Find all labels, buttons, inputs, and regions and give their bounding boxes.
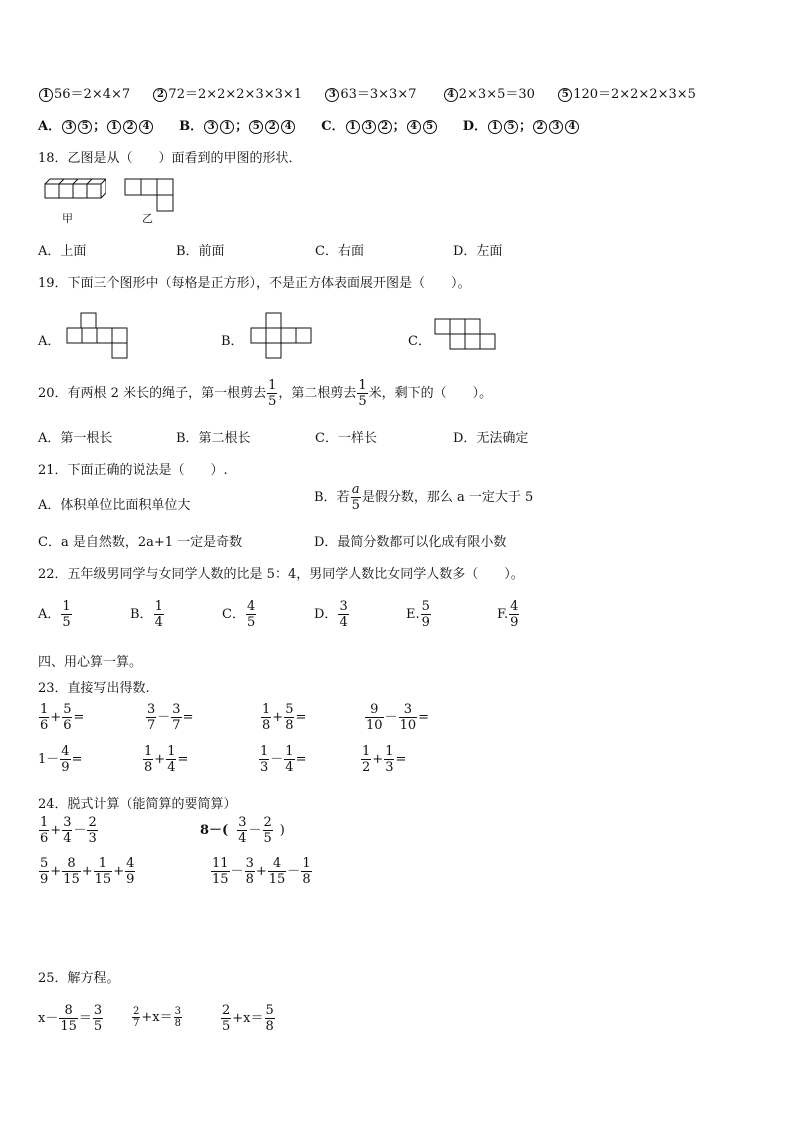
denominator: 4 [167, 760, 176, 775]
denominator: 2 [362, 760, 371, 775]
q19-text: 19．下面三个图形中（每格是正方形），不是正方体表面展开图是（ ）。 [38, 276, 471, 291]
q22-option-c[interactable] [222, 599, 257, 630]
numerator: 4 [510, 599, 519, 614]
q25-eq-1 [38, 1003, 104, 1034]
option-label: C． [222, 607, 245, 622]
numerator: 3 [63, 815, 72, 830]
q18-figure-yi [124, 178, 176, 214]
denominator: 9 [421, 615, 430, 630]
option-label: E. [406, 607, 420, 622]
numerator: 2 [263, 815, 272, 830]
minus-sign: － [270, 752, 284, 767]
fraction [132, 1006, 140, 1029]
numerator: 8 [67, 856, 76, 871]
denominator: 8 [245, 872, 254, 887]
fraction [62, 702, 72, 733]
fraction [237, 815, 247, 846]
statement-4: 2×3×5＝30 [458, 87, 535, 102]
numerator: 1 [262, 702, 271, 717]
denominator: 4 [63, 831, 72, 846]
equals-sign: = [418, 710, 430, 725]
denominator: 7 [147, 718, 156, 733]
q18-figure-jia [44, 178, 106, 204]
option-c-label: C． [321, 119, 345, 134]
numerator: 4 [61, 744, 70, 759]
fraction [87, 815, 97, 846]
fraction [267, 378, 277, 409]
plus-sign: + [255, 864, 267, 879]
plus-sign: + [50, 864, 62, 879]
statement-1: 56＝2×4×7 [54, 87, 131, 102]
plus-x-equals: +x＝ [232, 1011, 264, 1026]
numerator: 1 [144, 744, 153, 759]
q22-text: 22．五年级男同学与女同学人数的比是 5：4，男同学人数比女同学人数多（ ）。 [38, 567, 524, 582]
plus-sign: + [154, 752, 166, 767]
option-b[interactable] [179, 119, 296, 134]
q17-options [38, 115, 580, 134]
q23-text: 23．直接写出得数. [38, 681, 150, 696]
denominator: 3 [88, 831, 97, 846]
numerator: 3 [147, 702, 156, 717]
numerator: 3 [174, 1006, 181, 1017]
net-b-drawing [250, 312, 312, 364]
grid-view-drawing [124, 178, 176, 214]
circled-2: 2 [153, 88, 167, 102]
denominator: 7 [133, 1018, 140, 1029]
q24-text: 24．脱式计算（能简算的要简算） [38, 797, 237, 812]
fraction [361, 744, 371, 775]
q23-expr-6 [142, 744, 188, 775]
q22-option-d[interactable] [314, 599, 350, 630]
fraction [125, 856, 135, 887]
circled-3: 3 [325, 88, 339, 102]
numerator: 1 [285, 744, 294, 759]
fraction [268, 856, 287, 887]
numerator: 2 [88, 815, 97, 830]
plus-x-equals: +x＝ [141, 1010, 173, 1025]
fraction [284, 702, 294, 733]
circled-2: 2 [533, 120, 547, 134]
denominator: 8 [302, 872, 311, 887]
fraction [61, 599, 71, 630]
equals-sign: = [177, 752, 189, 767]
fraction [174, 1006, 182, 1029]
close-paren: ) [279, 823, 285, 838]
numerator: 3 [403, 702, 412, 717]
denominator: 9 [510, 615, 519, 630]
circled-4: 4 [444, 88, 458, 102]
q20-option-a[interactable]: A．第一根长 [38, 431, 113, 446]
fraction [94, 856, 113, 887]
numerator: 1 [40, 702, 49, 717]
number-one: 1 [38, 752, 47, 767]
option-label: D． [314, 607, 338, 622]
minus-sign: － [73, 823, 87, 838]
minus-sign: － [248, 823, 262, 838]
denominator: 15 [94, 872, 112, 887]
q19-option-a-label[interactable]: A． [38, 334, 61, 349]
q23-expr-5 [38, 744, 82, 775]
denominator: 3 [260, 760, 269, 775]
q18-label-yi: 乙 [142, 212, 153, 225]
minus-sign: － [287, 864, 301, 879]
q20-text [38, 378, 492, 409]
minus-sign: － [46, 752, 60, 767]
q20-option-b[interactable]: B．第二根长 [176, 431, 251, 446]
numerator: 4 [272, 856, 282, 871]
numerator: 1 [167, 744, 176, 759]
numerator: 3 [93, 1003, 103, 1018]
fraction [509, 599, 519, 630]
fraction [60, 744, 70, 775]
q22-option-b[interactable] [130, 599, 165, 630]
numerator: 4 [246, 599, 256, 614]
circled-5: 5 [78, 120, 92, 134]
plus-sign: + [50, 823, 62, 838]
numerator: 1 [385, 744, 394, 759]
q21-option-b[interactable] [314, 482, 533, 513]
q23-expr-7 [258, 744, 306, 775]
q20-pre: 20．有两根 2 米长的绳子，第一根剪去 [38, 386, 267, 401]
q21-option-c[interactable]: C．a 是自然数，2a+1 一定是奇数 [38, 535, 243, 550]
q18-option-b[interactable]: B．前面 [176, 244, 225, 259]
denominator: 5 [263, 831, 272, 846]
net-c-drawing [434, 318, 496, 354]
net-a-drawing [66, 312, 128, 362]
q19-net-a [66, 312, 128, 362]
denominator: 9 [61, 760, 70, 775]
denominator: 15 [63, 872, 80, 887]
fraction [39, 702, 49, 733]
fraction [211, 856, 230, 887]
equals-sign: = [182, 710, 194, 725]
circled-1: 1 [39, 88, 53, 102]
denominator: 4 [238, 831, 247, 846]
option-label: B． [130, 607, 153, 622]
option-label: A． [38, 607, 61, 622]
denominator: 8 [174, 1018, 181, 1029]
eight-minus-open-paren: 8－( [200, 823, 229, 838]
q24-expr-1 [38, 815, 99, 846]
numerator: 1 [302, 856, 311, 871]
fraction [399, 702, 418, 733]
fraction [301, 856, 311, 887]
q23-expr-8 [360, 744, 406, 775]
q21-option-d[interactable]: D．最简分数都可以化成有限小数 [314, 535, 507, 550]
separator: ； [518, 119, 532, 134]
option-a-label: A． [38, 119, 62, 134]
denominator: 4 [285, 760, 294, 775]
denominator: 4 [339, 615, 348, 630]
x-minus: x－ [38, 1011, 59, 1026]
option-b-label: B． [179, 119, 204, 134]
denominator: 15 [268, 872, 286, 887]
numerator: 1 [362, 744, 371, 759]
numerator: 11 [212, 856, 229, 871]
q19-option-b-label[interactable]: B． [221, 334, 244, 349]
numerator: 3 [172, 702, 181, 717]
q20-post: 米，剩下的（ ）。 [368, 386, 493, 401]
circled-1: 1 [346, 120, 360, 134]
fraction [259, 744, 269, 775]
fraction [265, 1003, 275, 1034]
numerator: 3 [238, 815, 247, 830]
circled-2: 2 [123, 120, 137, 134]
plus-sign: + [113, 864, 125, 879]
q21-option-a[interactable]: A．体积单位比面积单位大 [38, 498, 191, 513]
denominator: 3 [385, 760, 394, 775]
q18-option-a[interactable]: A．上面 [38, 244, 87, 259]
numerator: 2 [222, 1003, 231, 1018]
numerator: 1 [98, 856, 108, 871]
fraction [154, 599, 164, 630]
numerator: 3 [339, 599, 348, 614]
fraction [146, 702, 156, 733]
numerator: 3 [245, 856, 254, 871]
q21-text: 21．下面正确的说法是（ ）. [38, 463, 228, 478]
equals-sign: = [395, 752, 407, 767]
circled-5: 5 [423, 120, 437, 134]
statement-5: 120＝2×2×2×3×5 [573, 87, 696, 102]
circled-1: 1 [220, 120, 234, 134]
denominator: 4 [154, 615, 163, 630]
fraction [171, 702, 181, 733]
section-4-title: 四、用心算一算。 [38, 655, 143, 670]
denominator: 9 [40, 872, 49, 887]
denominator: 5 [246, 615, 256, 630]
q22-option-f[interactable] [497, 599, 520, 630]
numerator: 9 [370, 702, 379, 717]
circled-1: 1 [107, 120, 121, 134]
q24-expr-2 [200, 815, 285, 846]
denominator: 15 [60, 1019, 77, 1034]
separator: ； [392, 119, 406, 134]
numerator: 1 [154, 599, 163, 614]
numerator: 1 [358, 378, 367, 393]
circled-3: 3 [204, 120, 218, 134]
numerator: 5 [265, 1003, 274, 1018]
separator: ； [93, 119, 107, 134]
equals-sign: ＝ [78, 1011, 92, 1026]
denominator: 6 [63, 718, 72, 733]
equals-sign: = [73, 710, 85, 725]
q19-option-c-label[interactable]: C． [408, 334, 431, 349]
plus-sign: + [272, 710, 284, 725]
minus-sign: － [384, 710, 398, 725]
fraction [93, 1003, 103, 1034]
q23-expr-1 [38, 702, 84, 733]
circled-3: 3 [62, 120, 76, 134]
plus-sign: + [81, 864, 93, 879]
numerator: 4 [126, 856, 135, 871]
fraction [365, 702, 384, 733]
circled-5: 5 [504, 120, 518, 134]
q18-option-c[interactable]: C．右面 [315, 244, 364, 259]
numerator: a [351, 482, 360, 497]
fraction [39, 815, 49, 846]
q20-option-c[interactable]: C．一样长 [315, 431, 377, 446]
option-d[interactable] [463, 119, 580, 134]
denominator: 10 [399, 718, 417, 733]
fraction [62, 856, 81, 887]
denominator: 5 [358, 394, 367, 409]
numerator: 8 [64, 1003, 73, 1018]
circled-2: 2 [265, 120, 279, 134]
q22-option-a[interactable] [38, 599, 73, 630]
q25-eq-2 [131, 1006, 183, 1029]
denominator: 15 [212, 872, 229, 887]
fraction [263, 815, 273, 846]
denominator: 8 [285, 718, 294, 733]
denominator: 10 [366, 718, 383, 733]
denominator: 5 [93, 1019, 103, 1034]
numerator: 1 [268, 378, 277, 393]
numerator: 5 [421, 599, 430, 614]
q18-text: 18．乙图是从（ ）面看到的甲图的形状． [38, 151, 302, 166]
fraction [62, 815, 72, 846]
circled-5: 5 [249, 120, 263, 134]
denominator: 6 [40, 718, 49, 733]
numerator: 5 [63, 702, 72, 717]
q21-b-pre: B．若 [314, 490, 350, 505]
circled-3: 3 [362, 120, 376, 134]
separator: ； [235, 119, 249, 134]
equals-sign: = [71, 752, 83, 767]
numerator: 1 [40, 815, 49, 830]
circled-3: 3 [549, 120, 563, 134]
circled-4: 4 [407, 120, 421, 134]
denominator: 9 [126, 872, 135, 887]
denominator: 8 [262, 718, 271, 733]
q23-expr-4 [364, 702, 429, 733]
numerator: 1 [62, 599, 71, 614]
plus-sign: + [50, 710, 62, 725]
fraction [357, 378, 367, 409]
fraction [261, 702, 271, 733]
denominator: 8 [144, 760, 153, 775]
denominator: 8 [265, 1019, 274, 1034]
option-d-label: D． [462, 119, 487, 134]
fraction [221, 1003, 231, 1034]
q24-expr-4 [210, 856, 313, 887]
fraction [246, 599, 256, 630]
q25-text: 25．解方程。 [38, 971, 120, 986]
fraction [384, 744, 394, 775]
fraction [39, 856, 49, 887]
denominator: 5 [268, 394, 277, 409]
circled-5: 5 [558, 88, 572, 102]
fraction [284, 744, 294, 775]
q18-option-d[interactable]: D．左面 [453, 244, 503, 259]
q21-b-post: 是假分数，那么 a 一定大于 5 [361, 490, 534, 505]
fraction [351, 482, 361, 513]
numerator: 1 [260, 744, 269, 759]
minus-sign: － [157, 710, 171, 725]
option-label: F. [497, 607, 509, 622]
q19-net-c [434, 318, 496, 354]
option-c[interactable] [321, 119, 437, 134]
q20-mid: ，第二根剪去 [278, 386, 357, 401]
denominator: 5 [62, 615, 71, 630]
q18-label-jia: 甲 [62, 212, 73, 225]
circled-1: 1 [488, 120, 502, 134]
q23-expr-2 [145, 702, 193, 733]
numerator: 5 [285, 702, 294, 717]
circled-4: 4 [565, 120, 579, 134]
circled-4: 4 [281, 120, 295, 134]
equals-sign: = [295, 710, 307, 725]
minus-sign: － [230, 864, 244, 879]
denominator: 6 [40, 831, 49, 846]
fraction [59, 1003, 78, 1034]
fraction [338, 599, 348, 630]
fraction [421, 599, 431, 630]
equals-sign: = [295, 752, 307, 767]
fraction [143, 744, 153, 775]
q23-expr-3 [260, 702, 306, 733]
statement-3: 63＝3×3×7 [340, 87, 417, 102]
fraction [245, 856, 255, 887]
q19-net-b [250, 312, 312, 364]
q20-option-d[interactable]: D．无法确定 [453, 431, 529, 446]
fraction [166, 744, 176, 775]
option-a[interactable] [38, 119, 154, 134]
denominator: 7 [172, 718, 181, 733]
numerator: 5 [40, 856, 49, 871]
numerator: 2 [133, 1006, 140, 1017]
cube-stack-drawing [44, 178, 106, 204]
circled-2: 2 [378, 120, 392, 134]
circled-4: 4 [139, 120, 153, 134]
q25-eq-3 [220, 1003, 276, 1034]
q17-statements [38, 83, 696, 102]
statement-2: 72＝2×2×2×3×3×1 [168, 87, 303, 102]
denominator: 5 [351, 498, 360, 513]
q22-option-e[interactable] [406, 599, 432, 630]
plus-sign: + [372, 752, 384, 767]
q24-expr-3 [38, 856, 136, 887]
denominator: 5 [222, 1019, 231, 1034]
